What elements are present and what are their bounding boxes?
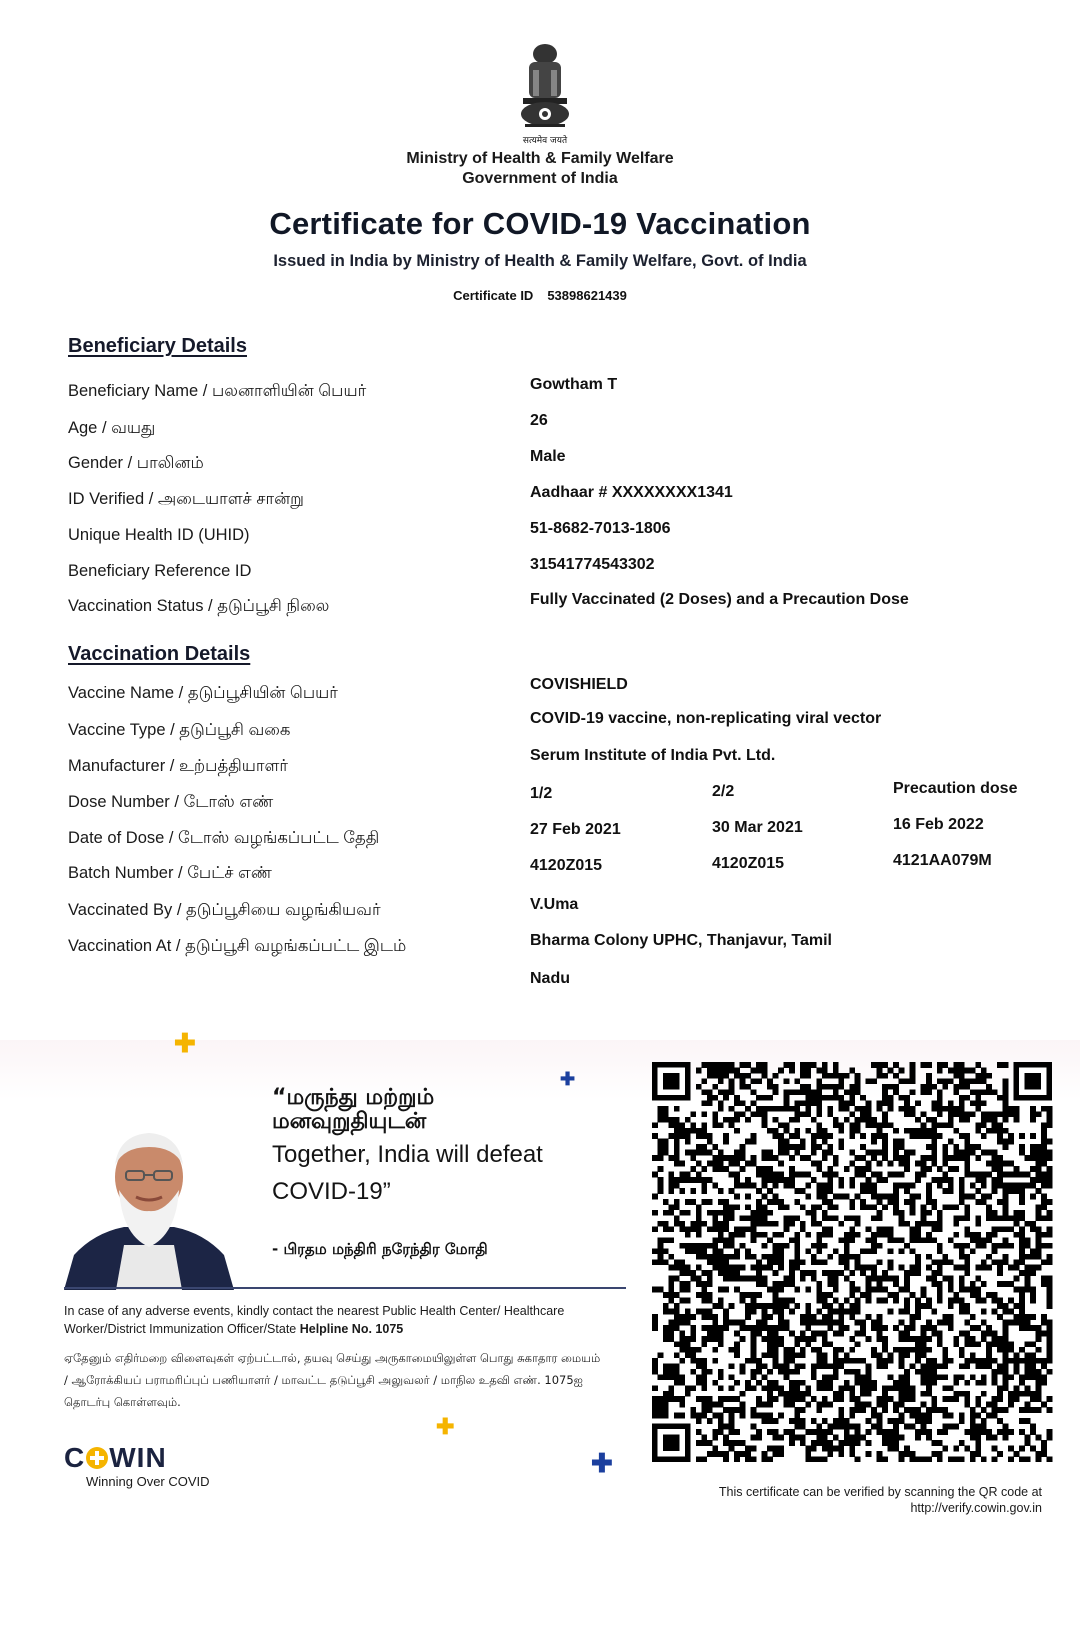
age-label: Age / வயது — [68, 419, 156, 437]
verification-url[interactable]: http://verify.cowin.gov.in — [910, 1501, 1042, 1516]
vaccine-type-value: COVID-19 vaccine, non-replicating viral vector — [530, 710, 882, 727]
adverse-events-notice-english — [64, 1302, 604, 1338]
certificate-subtitle: Issued in India by Ministry of Health & Family Welfare, Govt. of India — [273, 252, 807, 270]
helpline-number: Helpline No. 1075 — [299, 1322, 404, 1337]
dose-3-date: 16 Feb 2022 — [893, 816, 984, 833]
id-verified-label: ID Verified / அடையாளச் சான்று — [68, 490, 304, 508]
reference-id-value: 31541774543302 — [530, 556, 655, 573]
dose-3-batch: 4121AA079M — [893, 852, 992, 869]
date-of-dose-label: Date of Dose / டோஸ் வழங்கப்பட்ட தேதி — [68, 829, 380, 847]
qr-finder-pattern — [663, 1435, 679, 1451]
age-value: 26 — [530, 412, 548, 429]
adverse-events-notice-tamil: ஏதேனும் எதிர்மறை விளைவுகள் ஏற்பட்டால், தயவு செய்து அருகாமையிலுள்ள பொது சுகாதார மையம் / ஆரோக்கியப் பராமரிப்புப் பணியாளர் / மாவட்ட தடுப்பூசி அலுவலர் / மாநில உதவி எண். 1075ஐ தொடர்பு கொள்ளவும். — [64, 1351, 601, 1409]
gender-value: Male — [530, 448, 566, 465]
manufacturer-label: Manufacturer / உற்பத்தியாளர் — [68, 757, 288, 775]
emblem-motto: सत्यमेव जयते — [522, 136, 568, 146]
ministry-name: Ministry of Health & Family Welfare — [406, 150, 674, 167]
vaccination-details-heading: Vaccination Details — [68, 643, 251, 665]
certificate-id — [0, 288, 1080, 303]
dose-1-batch: 4120Z015 — [530, 857, 603, 874]
prime-minister-photo — [64, 1115, 234, 1290]
reference-id-label: Beneficiary Reference ID — [68, 562, 252, 580]
dose-2-batch: 4120Z015 — [712, 855, 785, 872]
footer-divider — [64, 1287, 626, 1289]
plus-decor-icon: ✚ — [174, 1028, 196, 1058]
cowin-logo-c: C — [64, 1442, 86, 1473]
vaccination-at-label: Vaccination At / தடுப்பூசி வழங்கப்பட்ட இடம் — [68, 937, 407, 955]
uhid-value: 51-8682-7013-1806 — [530, 520, 671, 537]
government-name: Government of India — [462, 170, 618, 187]
vaccination-status-label: Vaccination Status / தடுப்பூசி நிலை — [68, 597, 330, 615]
verification-note — [640, 1484, 1042, 1517]
verification-text: This certificate can be verified by scanning the QR code at — [718, 1485, 1042, 1499]
certificate-title: Certificate for COVID-19 Vaccination — [269, 206, 811, 241]
vaccination-at-value-line1: Bharma Colony UPHC, Thanjavur, Tamil — [530, 932, 832, 949]
manufacturer-value: Serum Institute of India Pvt. Ltd. — [530, 747, 776, 764]
cowin-plus-icon — [86, 1447, 108, 1469]
batch-number-label: Batch Number / பேட்ச் எண் — [68, 864, 272, 882]
certificate-id-value: 53898621439 — [547, 288, 627, 303]
qr-code[interactable] — [652, 1062, 1056, 1462]
vaccinated-by-value: V.Uma — [530, 896, 579, 913]
beneficiary-name-value: Gowtham T — [530, 376, 618, 393]
qr-finder-pattern — [663, 1073, 679, 1089]
quote-attribution: - பிரதம மந்திரி நரேந்திர மோதி — [272, 1240, 488, 1258]
plus-decor-icon: ✚ — [436, 1414, 455, 1439]
dose-1-date: 27 Feb 2021 — [530, 821, 621, 838]
qr-finder-pattern — [1025, 1073, 1041, 1089]
gender-label: Gender / பாலினம் — [68, 454, 204, 472]
dose-3-number: Precaution dose — [893, 780, 1018, 797]
beneficiary-name-label: Beneficiary Name / பலனாளியின் பெயர் — [68, 382, 367, 400]
dose-2-number: 2/2 — [712, 783, 735, 800]
national-emblem-icon — [515, 40, 575, 140]
quote-tamil-line1: “மருந்து மற்றும் — [272, 1085, 435, 1110]
plus-decor-icon: ✚ — [591, 1448, 613, 1478]
vaccinated-by-label: Vaccinated By / தடுப்பூசியை வழங்கியவர் — [68, 901, 381, 919]
uhid-label: Unique Health ID (UHID) — [68, 526, 250, 544]
id-verified-value: Aadhaar # XXXXXXXX1341 — [530, 484, 733, 501]
beneficiary-details-heading: Beneficiary Details — [68, 335, 247, 357]
cowin-logo — [64, 1442, 167, 1474]
vaccine-name-value: COVISHIELD — [530, 676, 628, 693]
vaccine-type-label: Vaccine Type / தடுப்பூசி வகை — [68, 721, 291, 739]
plus-decor-icon: ✚ — [560, 1069, 576, 1089]
vaccine-name-label: Vaccine Name / தடுப்பூசியின் பெயர் — [68, 684, 338, 702]
dose-1-number: 1/2 — [530, 785, 553, 802]
adverse-events-text: In case of any adverse events, kindly contact the nearest Public Health Center/ Healthcare Worker/District Immunization Officer/State — [64, 1304, 565, 1337]
vaccination-at-value-line2: Nadu — [530, 970, 570, 987]
vaccination-status-value: Fully Vaccinated (2 Doses) and a Precaution Dose — [530, 591, 909, 608]
cowin-tagline: Winning Over COVID — [86, 1474, 210, 1489]
quote-tamil-line2: மனவுறுதியுடன் — [272, 1109, 427, 1134]
dose-number-label: Dose Number / டோஸ் எண் — [68, 793, 274, 811]
certificate-id-label: Certificate ID — [453, 288, 534, 303]
cowin-logo-rest: WIN — [109, 1442, 167, 1473]
quote-english-line1: Together, India will defeat — [272, 1141, 543, 1168]
dose-2-date: 30 Mar 2021 — [712, 819, 803, 836]
quote-english-line2: COVID-19” — [272, 1178, 391, 1205]
